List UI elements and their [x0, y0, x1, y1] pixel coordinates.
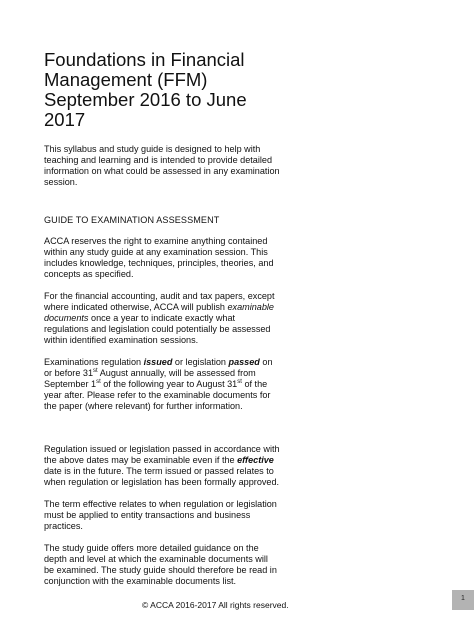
emphasis-effective: effective [237, 455, 274, 465]
emphasis-issued: issued [143, 357, 173, 367]
paragraph-assessment-dates: Examinations regulation issued or legislation passed on or before 31st August annually, will be assessed from September 1st of the following year to August 31st of the year after. Please refer to the examinable documents for the paper (where relevant) for further information. [44, 357, 273, 411]
section-heading: GUIDE TO EXAMINATION ASSESSMENT [44, 215, 220, 225]
paragraph-examine-rights: ACCA reserves the right to examine anything contained within any study guide at any examination session. This includes knowledge, techniques, principles, theories, and concepts as specified. [44, 236, 274, 279]
copyright-footer: © ACCA 2016-2017 All rights reserved. [142, 600, 289, 610]
title-line: Foundations in Financial [44, 49, 245, 70]
paragraph-study-guide: The study guide offers more detailed guidance on the depth and level at which the examinable documents will be examined. The study guide should therefore be read in conjunction with the examinable documents list. [44, 543, 277, 586]
paragraph-examinable-documents: For the financial accounting, audit and tax papers, except where indicated otherwise, ACCA will publish examinable documents once a year to indicate exactly what regulations and legislation could potentially be assessed within identified examination sessions. [44, 291, 275, 345]
main-content [44, 50, 280, 587]
title-line: September 2016 to June [44, 89, 247, 110]
emphasis-passed: passed [228, 357, 260, 367]
document-title [44, 50, 280, 130]
page-number: 1 [461, 595, 465, 602]
emphasis-examinable-documents: examinable documents [44, 302, 274, 323]
paragraph-term-effective: The term effective relates to when regulation or legislation must be applied to entity transactions and business practices. [44, 499, 277, 531]
title-line: Management (FFM) [44, 69, 208, 90]
page-number-box [452, 590, 474, 610]
paragraph-regulation-issued: Regulation issued or legislation passed in accordance with the above dates may be examinable even if the effective date is in the future. The term issued or passed relates to when regulation or legislation has been formally approved. [44, 444, 280, 487]
intro-paragraph: This syllabus and study guide is designed to help with teaching and learning and is intended to provide detailed information on what could be assessed in any examination session. [44, 144, 280, 187]
title-line: 2017 [44, 109, 86, 130]
